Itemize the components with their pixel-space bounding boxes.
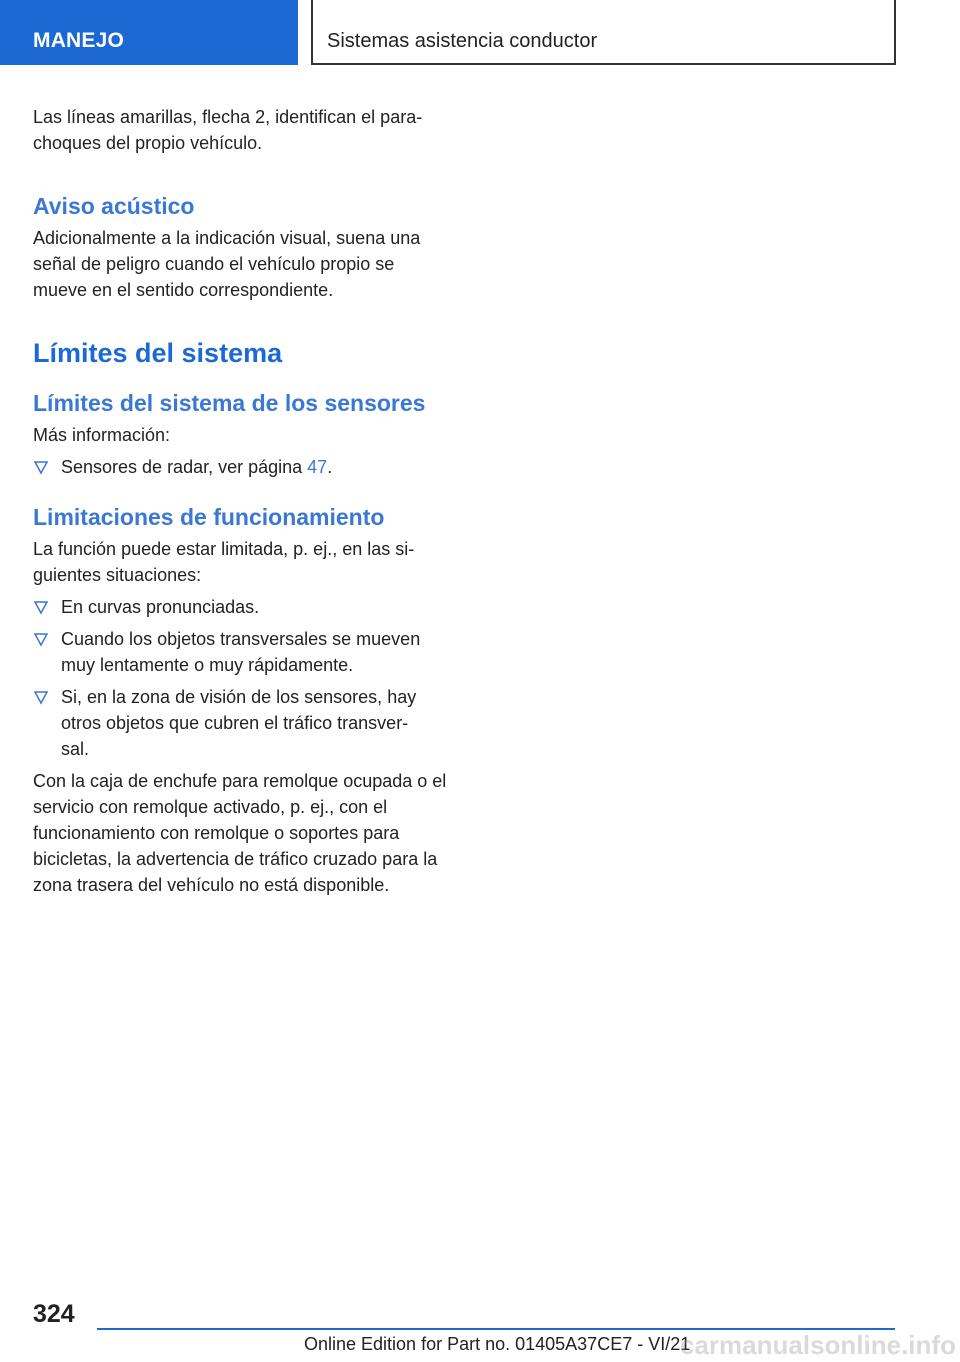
- page-number: 324: [33, 1300, 75, 1328]
- section-header: [311, 0, 896, 65]
- edition-text: Online Edition for Part no. 01405A37CE7 - VI/21: [304, 1334, 691, 1354]
- list-item: [33, 626, 445, 678]
- list-item: [33, 454, 453, 480]
- page-link[interactable]: 47: [307, 457, 328, 477]
- sensor-limits-heading: Límites del sistema de los sensores: [33, 390, 426, 416]
- bullet-text: En curvas pronunciadas.: [61, 597, 260, 617]
- chapter-tab: [0, 0, 298, 65]
- triangle-bullet-icon: [34, 630, 48, 648]
- bullet-text: Cuando los objetos transversales se mueven muy lentamente o muy rápidamente.: [61, 629, 421, 675]
- acoustic-heading: Aviso acústico: [33, 193, 195, 219]
- intro-paragraph: Las líneas amarillas, flecha 2, identifican el para‐ choques del propio vehículo.: [33, 107, 423, 153]
- functional-paragraph: La función puede estar limitada, p. ej., en las si‐ guientes situaciones:: [33, 539, 415, 585]
- watermark: carmanualsonline.info: [680, 1330, 956, 1360]
- bullet-text: Sensores de radar, ver página: [61, 457, 303, 477]
- list-item: [33, 594, 453, 620]
- limits-heading: Límites del sistema: [33, 338, 283, 368]
- triangle-bullet-icon: [34, 598, 48, 616]
- chapter-title: MANEJO: [33, 29, 125, 52]
- bullet-end: .: [327, 457, 333, 477]
- closing-paragraph: Con la caja de enchufe para remolque ocupada o el servicio con remolque activado, p. ej., con el funcionamiento con remolque o soportes para bicicletas, la advertencia de tráfico cruzado para la zona trasera del vehículo no está disponible.: [33, 771, 447, 895]
- triangle-bullet-icon: [34, 688, 48, 706]
- list-item: [33, 684, 438, 762]
- acoustic-paragraph: Adicionalmente a la indicación visual, suena una señal de peligro cuando el vehículo propio se mueve en el sentido correspondiente.: [33, 228, 421, 300]
- triangle-bullet-icon: [34, 458, 48, 476]
- functional-limits-heading: Limitaciones de funcionamiento: [33, 504, 385, 530]
- bullet-text: Si, en la zona de visión de los sensores, hay otros objetos que cubren el tráfico transver‐ sal.: [61, 687, 417, 759]
- more-info-label: Más información:: [33, 425, 171, 445]
- section-title: Sistemas asistencia conductor: [327, 30, 598, 52]
- page-content: [33, 104, 453, 898]
